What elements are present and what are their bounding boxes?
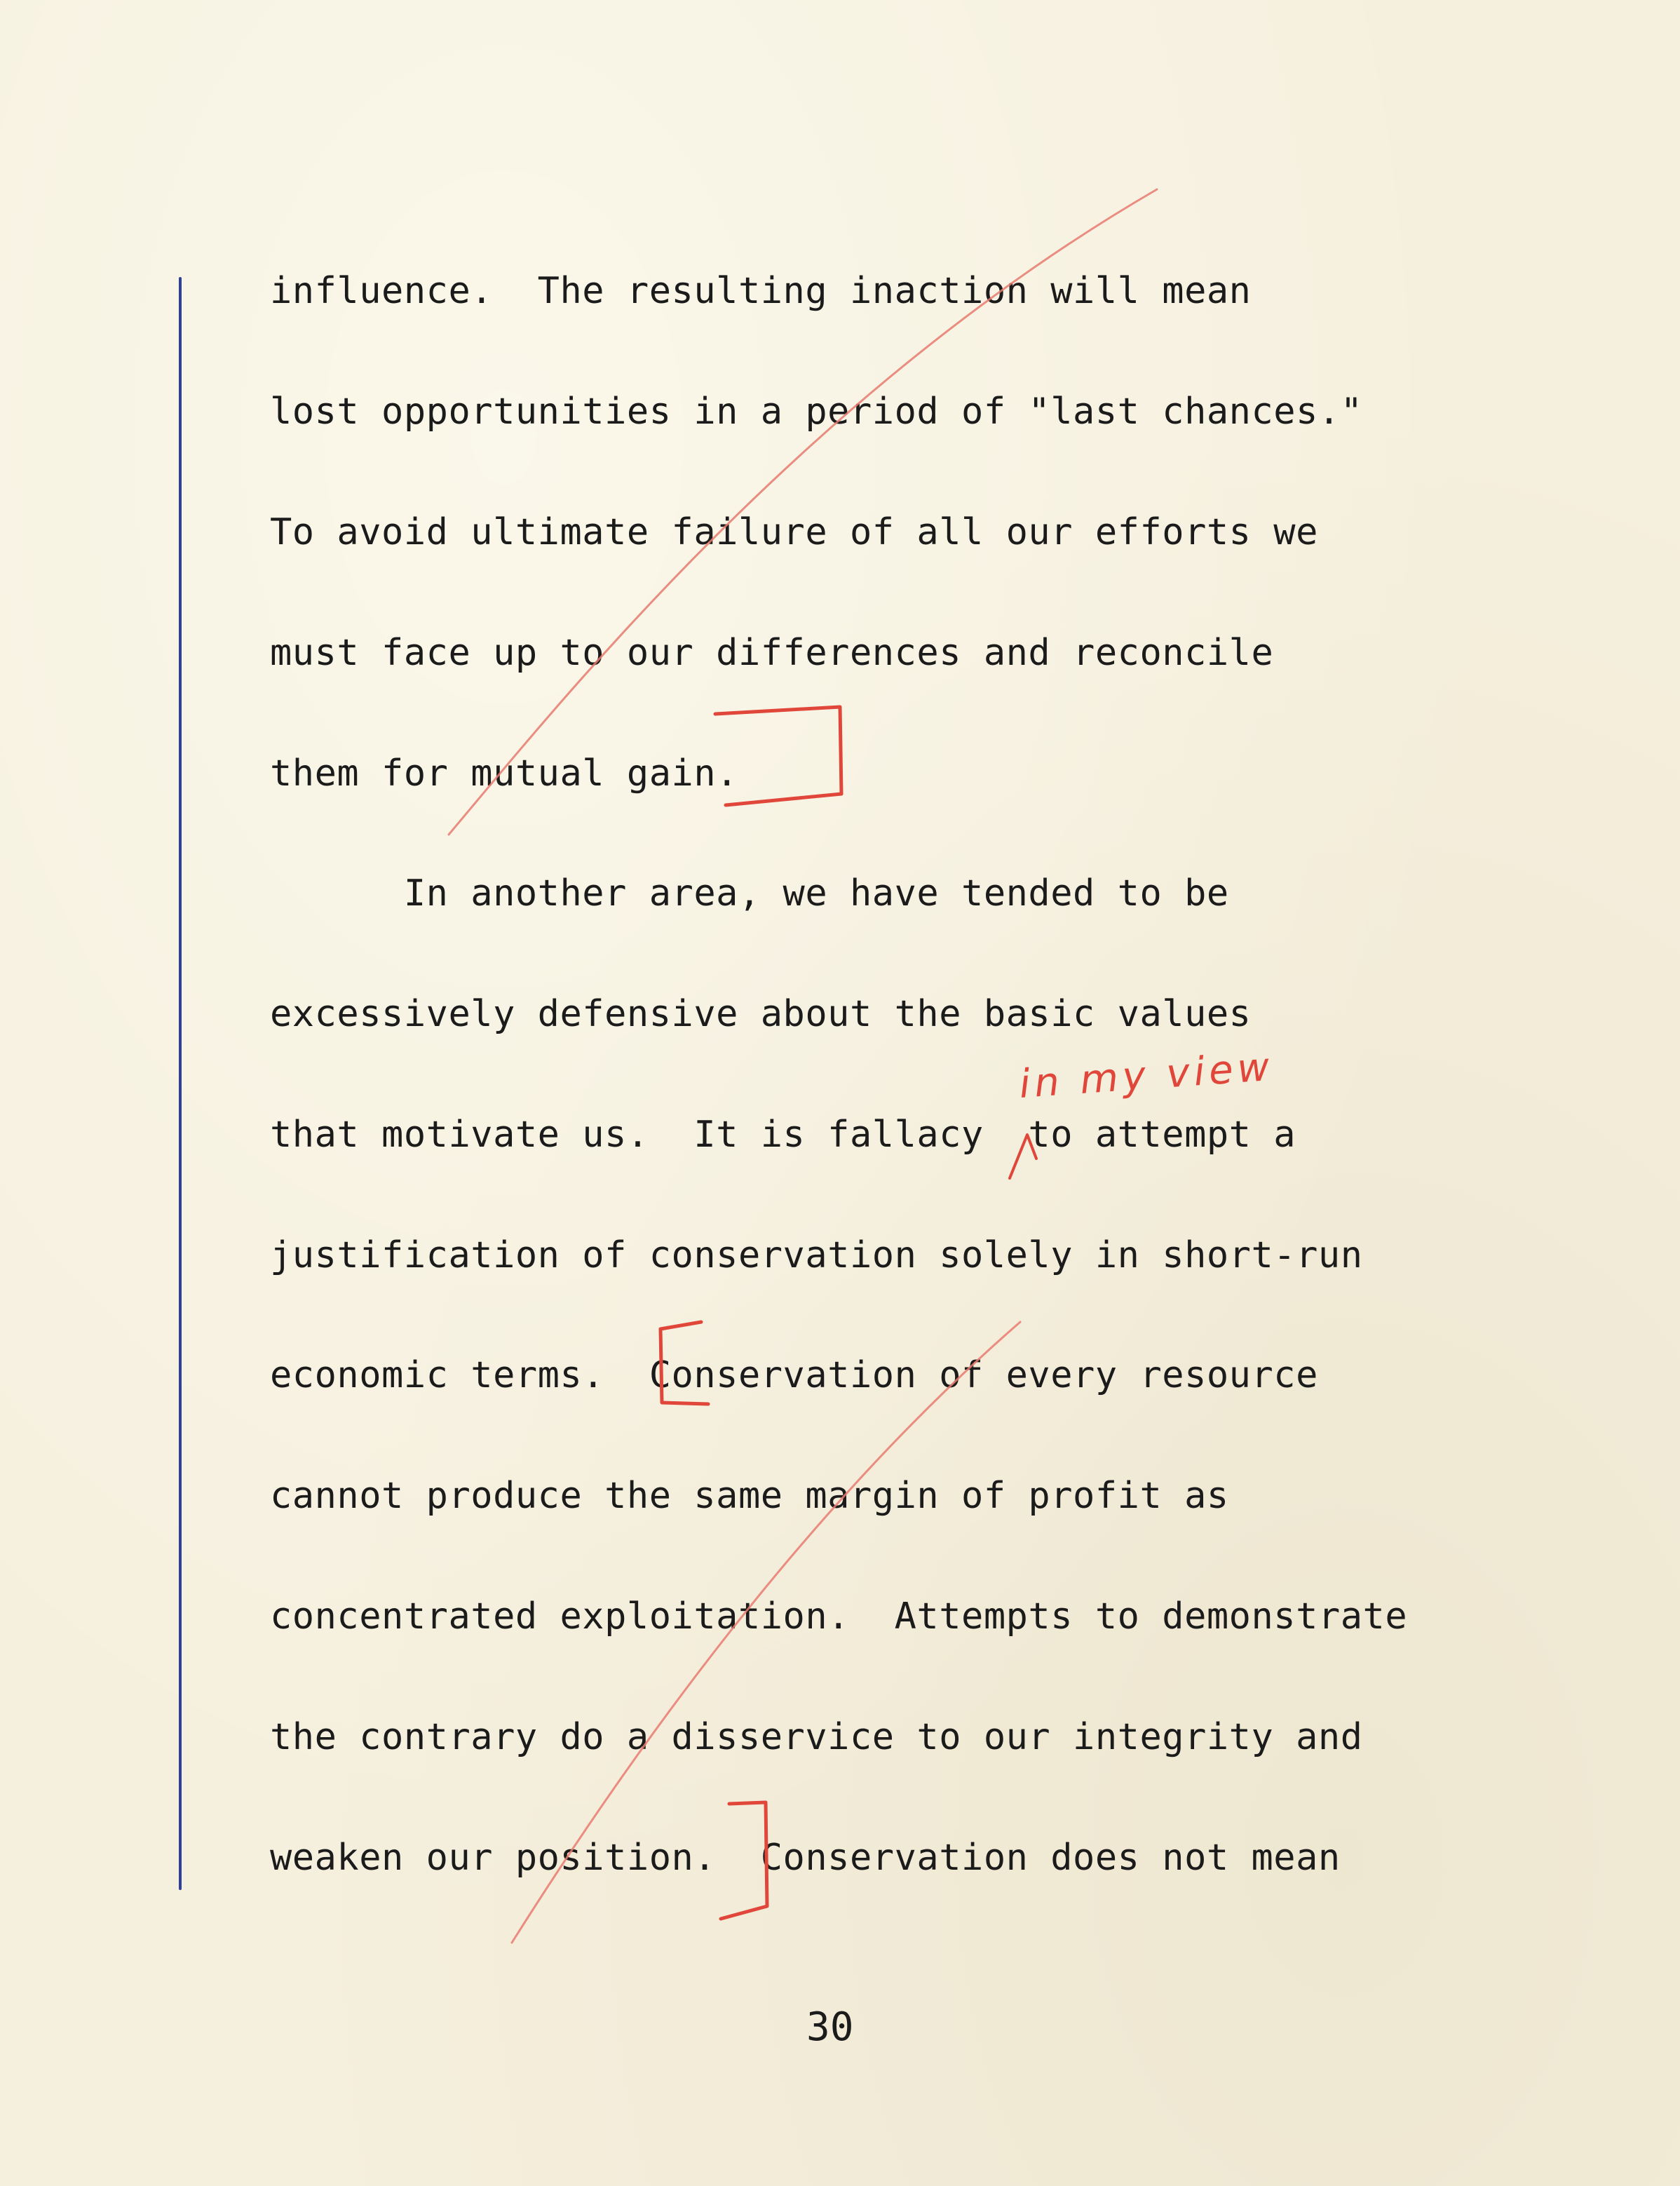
text-line-8: that motivate us. It is fallacy to attempt a	[270, 1114, 1296, 1156]
text-line-5: them for mutual gain.	[270, 753, 738, 795]
handwritten-insert-note: in my view	[1017, 1044, 1275, 1107]
text-line-10: economic terms. Conservation of every resource	[270, 1354, 1318, 1396]
text-line-9: justification of conservation solely in short-run	[270, 1234, 1363, 1276]
margin-blue-line	[179, 277, 182, 1890]
text-line-12: concentrated exploitation. Attempts to demonstrate	[270, 1595, 1408, 1638]
text-line-11: cannot produce the same margin of profit as	[270, 1475, 1229, 1517]
text-line-7: excessively defensive about the basic values	[270, 993, 1252, 1035]
text-line-1: influence. The resulting inaction will mean	[270, 270, 1252, 312]
text-line-14: weaken our position. Conservation does not mean	[270, 1837, 1341, 1879]
text-line-13: the contrary do a disservice to our integrity and	[270, 1716, 1363, 1758]
text-line-6: In another area, we have tended to be	[270, 872, 1229, 915]
text-line-2: lost opportunities in a period of "last chances."	[270, 391, 1363, 433]
page-number: 30	[806, 2004, 854, 2050]
text-line-4: must face up to our differences and reconcile	[270, 632, 1274, 674]
text-line-3: To avoid ultimate failure of all our efforts we	[270, 511, 1318, 553]
